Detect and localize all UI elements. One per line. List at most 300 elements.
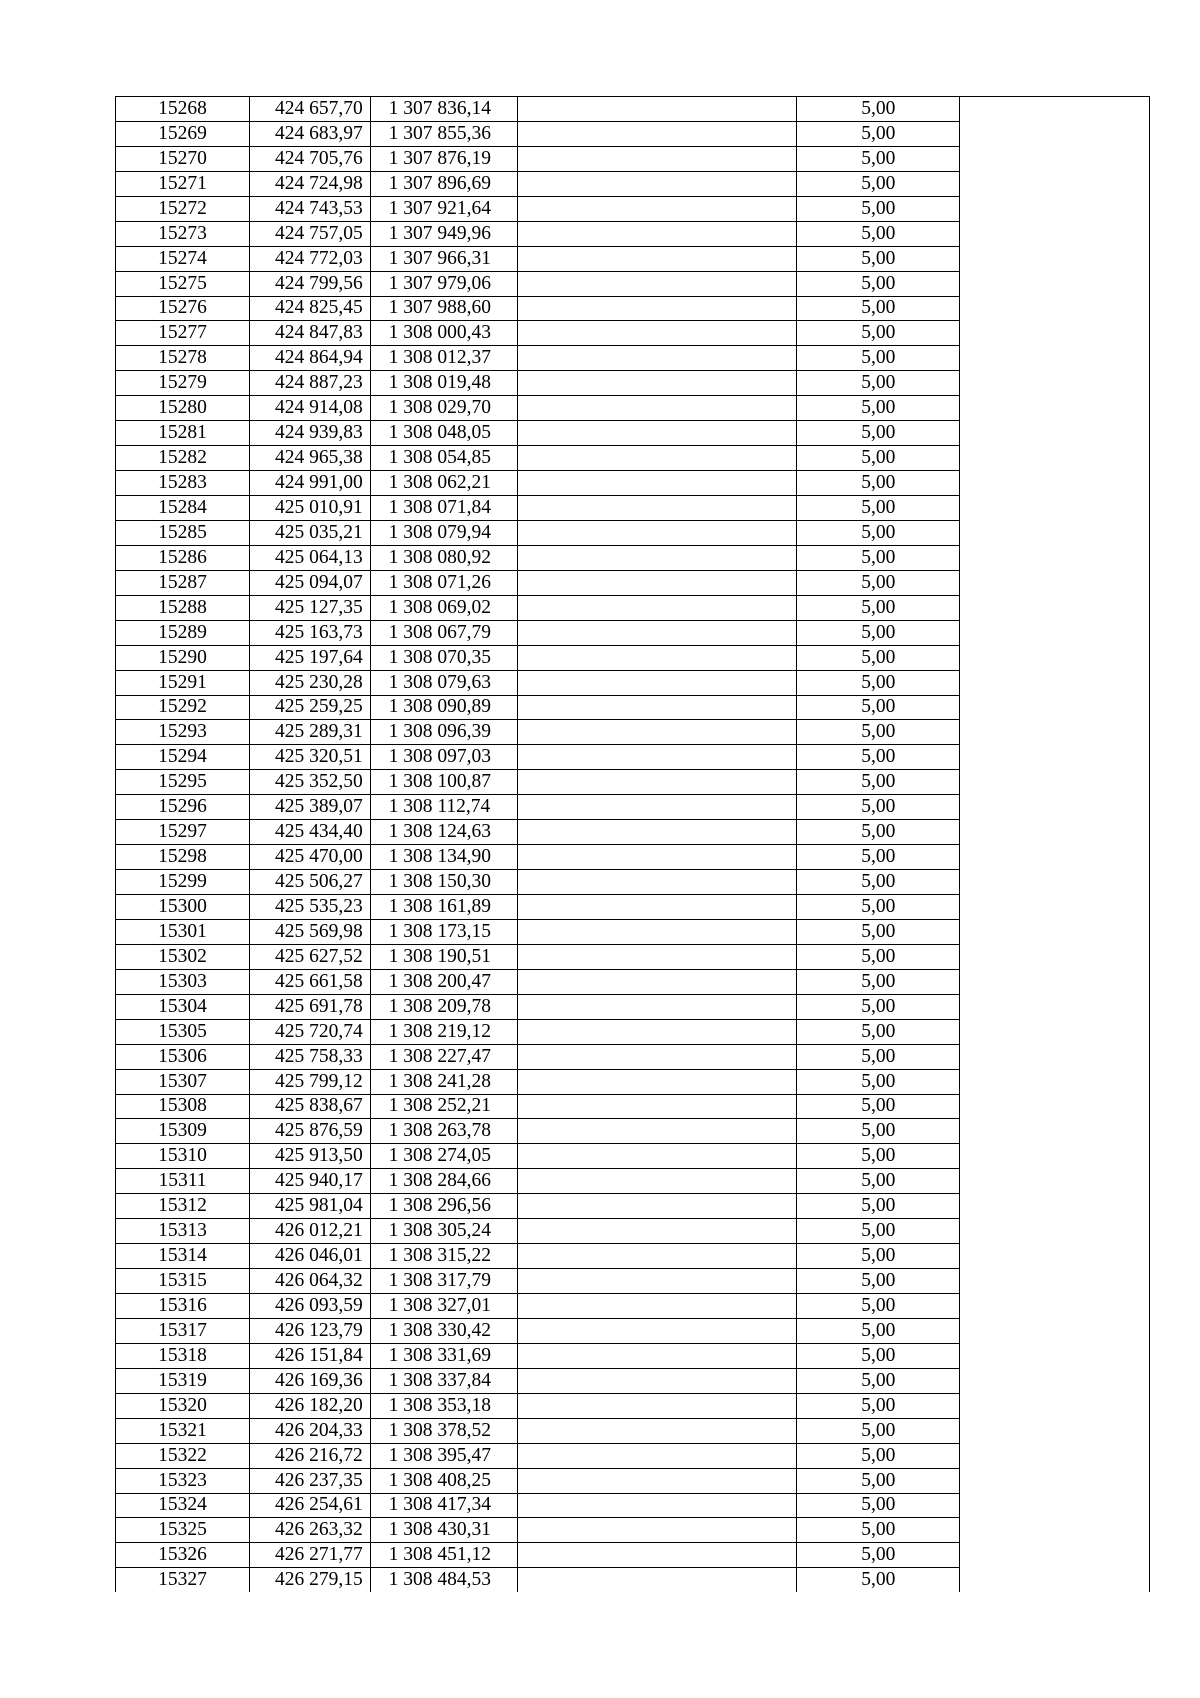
table-row (116, 421, 1150, 446)
value-cell: 5,00 (797, 1019, 960, 1044)
extra-cell (960, 1094, 1150, 1119)
point-number-cell: 15270 (116, 146, 250, 171)
y-coordinate-cell: 1 308 100,87 (370, 770, 517, 795)
table-row (116, 321, 1150, 346)
table-row (116, 1568, 1150, 1592)
extra-cell (960, 770, 1150, 795)
x-coordinate-cell: 425 981,04 (250, 1194, 371, 1219)
point-number-cell: 15325 (116, 1518, 250, 1543)
point-number-cell: 15292 (116, 695, 250, 720)
point-number-cell: 15289 (116, 620, 250, 645)
extra-cell (960, 1543, 1150, 1568)
value-cell: 5,00 (797, 919, 960, 944)
value-cell: 5,00 (797, 1368, 960, 1393)
value-cell: 5,00 (797, 1169, 960, 1194)
extra-cell (960, 471, 1150, 496)
extra-cell (960, 446, 1150, 471)
x-coordinate-cell: 425 010,91 (250, 496, 371, 521)
x-coordinate-cell: 425 535,23 (250, 895, 371, 920)
table-row (116, 870, 1150, 895)
x-coordinate-cell: 425 230,28 (250, 670, 371, 695)
table-row (116, 371, 1150, 396)
point-number-cell: 15322 (116, 1443, 250, 1468)
x-coordinate-cell: 426 123,79 (250, 1318, 371, 1343)
point-number-cell: 15301 (116, 919, 250, 944)
y-coordinate-cell: 1 308 000,43 (370, 321, 517, 346)
point-number-cell: 15281 (116, 421, 250, 446)
x-coordinate-cell: 425 913,50 (250, 1144, 371, 1169)
value-cell: 5,00 (797, 421, 960, 446)
point-number-cell: 15294 (116, 745, 250, 770)
x-coordinate-cell: 426 151,84 (250, 1343, 371, 1368)
empty-cell (518, 670, 797, 695)
empty-cell (518, 720, 797, 745)
extra-cell (960, 121, 1150, 146)
table-row (116, 1418, 1150, 1443)
table-row (116, 1543, 1150, 1568)
point-number-cell: 15296 (116, 795, 250, 820)
y-coordinate-cell: 1 308 019,48 (370, 371, 517, 396)
extra-cell (960, 645, 1150, 670)
empty-cell (518, 296, 797, 321)
y-coordinate-cell: 1 308 430,31 (370, 1518, 517, 1543)
value-cell: 5,00 (797, 1094, 960, 1119)
table-row (116, 1343, 1150, 1368)
coordinates-table-body (116, 97, 1150, 1593)
x-coordinate-cell: 425 094,07 (250, 570, 371, 595)
value-cell: 5,00 (797, 1194, 960, 1219)
x-coordinate-cell: 424 864,94 (250, 346, 371, 371)
extra-cell (960, 795, 1150, 820)
y-coordinate-cell: 1 307 979,06 (370, 271, 517, 296)
table-row (116, 620, 1150, 645)
extra-cell (960, 1019, 1150, 1044)
y-coordinate-cell: 1 308 284,66 (370, 1169, 517, 1194)
x-coordinate-cell: 425 289,31 (250, 720, 371, 745)
value-cell: 5,00 (797, 1219, 960, 1244)
extra-cell (960, 171, 1150, 196)
point-number-cell: 15311 (116, 1169, 250, 1194)
empty-cell (518, 1318, 797, 1343)
y-coordinate-cell: 1 308 079,94 (370, 520, 517, 545)
empty-cell (518, 645, 797, 670)
extra-cell (960, 1144, 1150, 1169)
x-coordinate-cell: 425 661,58 (250, 969, 371, 994)
extra-cell (960, 595, 1150, 620)
value-cell: 5,00 (797, 695, 960, 720)
empty-cell (518, 1568, 797, 1592)
x-coordinate-cell: 425 940,17 (250, 1169, 371, 1194)
extra-cell (960, 196, 1150, 221)
empty-cell (518, 1343, 797, 1368)
point-number-cell: 15271 (116, 171, 250, 196)
extra-cell (960, 97, 1150, 122)
extra-cell (960, 1219, 1150, 1244)
table-row (116, 720, 1150, 745)
table-row (116, 919, 1150, 944)
table-row (116, 770, 1150, 795)
value-cell: 5,00 (797, 620, 960, 645)
x-coordinate-cell: 424 939,83 (250, 421, 371, 446)
extra-cell (960, 1468, 1150, 1493)
point-number-cell: 15321 (116, 1418, 250, 1443)
y-coordinate-cell: 1 308 274,05 (370, 1144, 517, 1169)
table-row (116, 1194, 1150, 1219)
value-cell: 5,00 (797, 845, 960, 870)
empty-cell (518, 570, 797, 595)
value-cell: 5,00 (797, 1418, 960, 1443)
point-number-cell: 15304 (116, 994, 250, 1019)
y-coordinate-cell: 1 308 150,30 (370, 870, 517, 895)
empty-cell (518, 545, 797, 570)
y-coordinate-cell: 1 308 161,89 (370, 895, 517, 920)
point-number-cell: 15327 (116, 1568, 250, 1592)
empty-cell (518, 845, 797, 870)
empty-cell (518, 171, 797, 196)
point-number-cell: 15307 (116, 1069, 250, 1094)
y-coordinate-cell: 1 308 097,03 (370, 745, 517, 770)
x-coordinate-cell: 425 470,00 (250, 845, 371, 870)
x-coordinate-cell: 424 724,98 (250, 171, 371, 196)
table-row (116, 670, 1150, 695)
value-cell: 5,00 (797, 645, 960, 670)
point-number-cell: 15319 (116, 1368, 250, 1393)
y-coordinate-cell: 1 308 330,42 (370, 1318, 517, 1343)
empty-cell (518, 1393, 797, 1418)
x-coordinate-cell: 424 799,56 (250, 271, 371, 296)
value-cell: 5,00 (797, 570, 960, 595)
table-row (116, 1219, 1150, 1244)
y-coordinate-cell: 1 308 048,05 (370, 421, 517, 446)
extra-cell (960, 895, 1150, 920)
empty-cell (518, 1493, 797, 1518)
y-coordinate-cell: 1 308 071,84 (370, 496, 517, 521)
empty-cell (518, 944, 797, 969)
value-cell: 5,00 (797, 545, 960, 570)
y-coordinate-cell: 1 308 067,79 (370, 620, 517, 645)
table-row (116, 944, 1150, 969)
empty-cell (518, 97, 797, 122)
point-number-cell: 15288 (116, 595, 250, 620)
point-number-cell: 15323 (116, 1468, 250, 1493)
y-coordinate-cell: 1 308 417,34 (370, 1493, 517, 1518)
empty-cell (518, 520, 797, 545)
extra-cell (960, 1169, 1150, 1194)
value-cell: 5,00 (797, 496, 960, 521)
x-coordinate-cell: 425 838,67 (250, 1094, 371, 1119)
point-number-cell: 15308 (116, 1094, 250, 1119)
x-coordinate-cell: 425 691,78 (250, 994, 371, 1019)
y-coordinate-cell: 1 307 855,36 (370, 121, 517, 146)
table-row (116, 1019, 1150, 1044)
extra-cell (960, 396, 1150, 421)
x-coordinate-cell: 426 182,20 (250, 1393, 371, 1418)
table-row (116, 296, 1150, 321)
x-coordinate-cell: 425 389,07 (250, 795, 371, 820)
table-row (116, 446, 1150, 471)
y-coordinate-cell: 1 308 451,12 (370, 1543, 517, 1568)
point-number-cell: 15312 (116, 1194, 250, 1219)
empty-cell (518, 146, 797, 171)
empty-cell (518, 1169, 797, 1194)
x-coordinate-cell: 424 772,03 (250, 246, 371, 271)
value-cell: 5,00 (797, 1543, 960, 1568)
x-coordinate-cell: 424 914,08 (250, 396, 371, 421)
empty-cell (518, 1518, 797, 1543)
y-coordinate-cell: 1 308 327,01 (370, 1294, 517, 1319)
point-number-cell: 15282 (116, 446, 250, 471)
coordinates-table (115, 96, 1150, 1592)
y-coordinate-cell: 1 307 966,31 (370, 246, 517, 271)
empty-cell (518, 1069, 797, 1094)
y-coordinate-cell: 1 307 949,96 (370, 221, 517, 246)
point-number-cell: 15298 (116, 845, 250, 870)
point-number-cell: 15269 (116, 121, 250, 146)
table-row (116, 396, 1150, 421)
x-coordinate-cell: 425 720,74 (250, 1019, 371, 1044)
table-row (116, 1518, 1150, 1543)
value-cell: 5,00 (797, 396, 960, 421)
x-coordinate-cell: 424 657,70 (250, 97, 371, 122)
empty-cell (518, 1119, 797, 1144)
table-row (116, 695, 1150, 720)
table-row (116, 845, 1150, 870)
x-coordinate-cell: 424 847,83 (250, 321, 371, 346)
y-coordinate-cell: 1 308 219,12 (370, 1019, 517, 1044)
table-row (116, 1393, 1150, 1418)
y-coordinate-cell: 1 308 263,78 (370, 1119, 517, 1144)
x-coordinate-cell: 425 035,21 (250, 520, 371, 545)
point-number-cell: 15278 (116, 346, 250, 371)
extra-cell (960, 1443, 1150, 1468)
empty-cell (518, 969, 797, 994)
empty-cell (518, 1443, 797, 1468)
value-cell: 5,00 (797, 296, 960, 321)
y-coordinate-cell: 1 308 315,22 (370, 1244, 517, 1269)
extra-cell (960, 720, 1150, 745)
empty-cell (518, 421, 797, 446)
x-coordinate-cell: 425 506,27 (250, 870, 371, 895)
table-row (116, 570, 1150, 595)
table-row (116, 895, 1150, 920)
x-coordinate-cell: 425 064,13 (250, 545, 371, 570)
table-row (116, 1044, 1150, 1069)
value-cell: 5,00 (797, 1568, 960, 1592)
empty-cell (518, 321, 797, 346)
table-row (116, 97, 1150, 122)
y-coordinate-cell: 1 308 378,52 (370, 1418, 517, 1443)
extra-cell (960, 221, 1150, 246)
x-coordinate-cell: 426 012,21 (250, 1219, 371, 1244)
extra-cell (960, 296, 1150, 321)
y-coordinate-cell: 1 308 173,15 (370, 919, 517, 944)
y-coordinate-cell: 1 308 079,63 (370, 670, 517, 695)
point-number-cell: 15287 (116, 570, 250, 595)
empty-cell (518, 919, 797, 944)
empty-cell (518, 471, 797, 496)
y-coordinate-cell: 1 308 337,84 (370, 1368, 517, 1393)
table-row (116, 1443, 1150, 1468)
y-coordinate-cell: 1 308 090,89 (370, 695, 517, 720)
table-row (116, 645, 1150, 670)
extra-cell (960, 371, 1150, 396)
value-cell: 5,00 (797, 271, 960, 296)
table-row (116, 346, 1150, 371)
value-cell: 5,00 (797, 520, 960, 545)
table-row (116, 271, 1150, 296)
x-coordinate-cell: 425 197,64 (250, 645, 371, 670)
point-number-cell: 15320 (116, 1393, 250, 1418)
empty-cell (518, 1044, 797, 1069)
y-coordinate-cell: 1 308 484,53 (370, 1568, 517, 1592)
point-number-cell: 15297 (116, 820, 250, 845)
point-number-cell: 15309 (116, 1119, 250, 1144)
table-row (116, 820, 1150, 845)
extra-cell (960, 1119, 1150, 1144)
table-row (116, 1294, 1150, 1319)
extra-cell (960, 695, 1150, 720)
empty-cell (518, 595, 797, 620)
empty-cell (518, 1219, 797, 1244)
value-cell: 5,00 (797, 146, 960, 171)
point-number-cell: 15310 (116, 1144, 250, 1169)
extra-cell (960, 820, 1150, 845)
extra-cell (960, 1194, 1150, 1219)
point-number-cell: 15280 (116, 396, 250, 421)
x-coordinate-cell: 425 627,52 (250, 944, 371, 969)
table-row (116, 146, 1150, 171)
table-row (116, 221, 1150, 246)
table-row (116, 471, 1150, 496)
point-number-cell: 15326 (116, 1543, 250, 1568)
y-coordinate-cell: 1 308 124,63 (370, 820, 517, 845)
point-number-cell: 15275 (116, 271, 250, 296)
extra-cell (960, 1294, 1150, 1319)
empty-cell (518, 1468, 797, 1493)
empty-cell (518, 271, 797, 296)
y-coordinate-cell: 1 308 069,02 (370, 595, 517, 620)
empty-cell (518, 820, 797, 845)
empty-cell (518, 795, 797, 820)
extra-cell (960, 1318, 1150, 1343)
extra-cell (960, 994, 1150, 1019)
extra-cell (960, 1368, 1150, 1393)
value-cell: 5,00 (797, 770, 960, 795)
point-number-cell: 15299 (116, 870, 250, 895)
y-coordinate-cell: 1 308 296,56 (370, 1194, 517, 1219)
extra-cell (960, 496, 1150, 521)
y-coordinate-cell: 1 308 054,85 (370, 446, 517, 471)
extra-cell (960, 545, 1150, 570)
y-coordinate-cell: 1 308 227,47 (370, 1044, 517, 1069)
extra-cell (960, 146, 1150, 171)
empty-cell (518, 446, 797, 471)
value-cell: 5,00 (797, 321, 960, 346)
value-cell: 5,00 (797, 1393, 960, 1418)
table-row (116, 1244, 1150, 1269)
y-coordinate-cell: 1 308 062,21 (370, 471, 517, 496)
extra-cell (960, 969, 1150, 994)
extra-cell (960, 346, 1150, 371)
empty-cell (518, 1294, 797, 1319)
x-coordinate-cell: 426 064,32 (250, 1269, 371, 1294)
extra-cell (960, 919, 1150, 944)
y-coordinate-cell: 1 308 029,70 (370, 396, 517, 421)
empty-cell (518, 1019, 797, 1044)
x-coordinate-cell: 426 254,61 (250, 1493, 371, 1518)
empty-cell (518, 1244, 797, 1269)
x-coordinate-cell: 425 259,25 (250, 695, 371, 720)
x-coordinate-cell: 425 799,12 (250, 1069, 371, 1094)
value-cell: 5,00 (797, 870, 960, 895)
y-coordinate-cell: 1 308 408,25 (370, 1468, 517, 1493)
value-cell: 5,00 (797, 346, 960, 371)
table-row (116, 545, 1150, 570)
value-cell: 5,00 (797, 1119, 960, 1144)
value-cell: 5,00 (797, 97, 960, 122)
y-coordinate-cell: 1 308 070,35 (370, 645, 517, 670)
extra-cell (960, 1044, 1150, 1069)
value-cell: 5,00 (797, 1144, 960, 1169)
extra-cell (960, 1244, 1150, 1269)
extra-cell (960, 620, 1150, 645)
extra-cell (960, 321, 1150, 346)
x-coordinate-cell: 424 887,23 (250, 371, 371, 396)
point-number-cell: 15293 (116, 720, 250, 745)
y-coordinate-cell: 1 307 896,69 (370, 171, 517, 196)
point-number-cell: 15285 (116, 520, 250, 545)
table-row (116, 994, 1150, 1019)
extra-cell (960, 845, 1150, 870)
value-cell: 5,00 (797, 121, 960, 146)
point-number-cell: 15290 (116, 645, 250, 670)
table-row (116, 1468, 1150, 1493)
value-cell: 5,00 (797, 595, 960, 620)
table-row (116, 1169, 1150, 1194)
table-row (116, 969, 1150, 994)
empty-cell (518, 895, 797, 920)
point-number-cell: 15274 (116, 246, 250, 271)
value-cell: 5,00 (797, 1269, 960, 1294)
x-coordinate-cell: 425 127,35 (250, 595, 371, 620)
table-row (116, 171, 1150, 196)
value-cell: 5,00 (797, 670, 960, 695)
y-coordinate-cell: 1 307 921,64 (370, 196, 517, 221)
x-coordinate-cell: 424 757,05 (250, 221, 371, 246)
point-number-cell: 15306 (116, 1044, 250, 1069)
extra-cell (960, 1518, 1150, 1543)
y-coordinate-cell: 1 307 876,19 (370, 146, 517, 171)
table-row (116, 1069, 1150, 1094)
value-cell: 5,00 (797, 994, 960, 1019)
y-coordinate-cell: 1 308 353,18 (370, 1393, 517, 1418)
extra-cell (960, 520, 1150, 545)
table-row (116, 246, 1150, 271)
value-cell: 5,00 (797, 1443, 960, 1468)
y-coordinate-cell: 1 308 305,24 (370, 1219, 517, 1244)
value-cell: 5,00 (797, 1343, 960, 1368)
table-row (116, 1144, 1150, 1169)
empty-cell (518, 371, 797, 396)
y-coordinate-cell: 1 308 080,92 (370, 545, 517, 570)
extra-cell (960, 1493, 1150, 1518)
empty-cell (518, 196, 797, 221)
table-row (116, 196, 1150, 221)
extra-cell (960, 246, 1150, 271)
value-cell: 5,00 (797, 795, 960, 820)
value-cell: 5,00 (797, 446, 960, 471)
extra-cell (960, 745, 1150, 770)
